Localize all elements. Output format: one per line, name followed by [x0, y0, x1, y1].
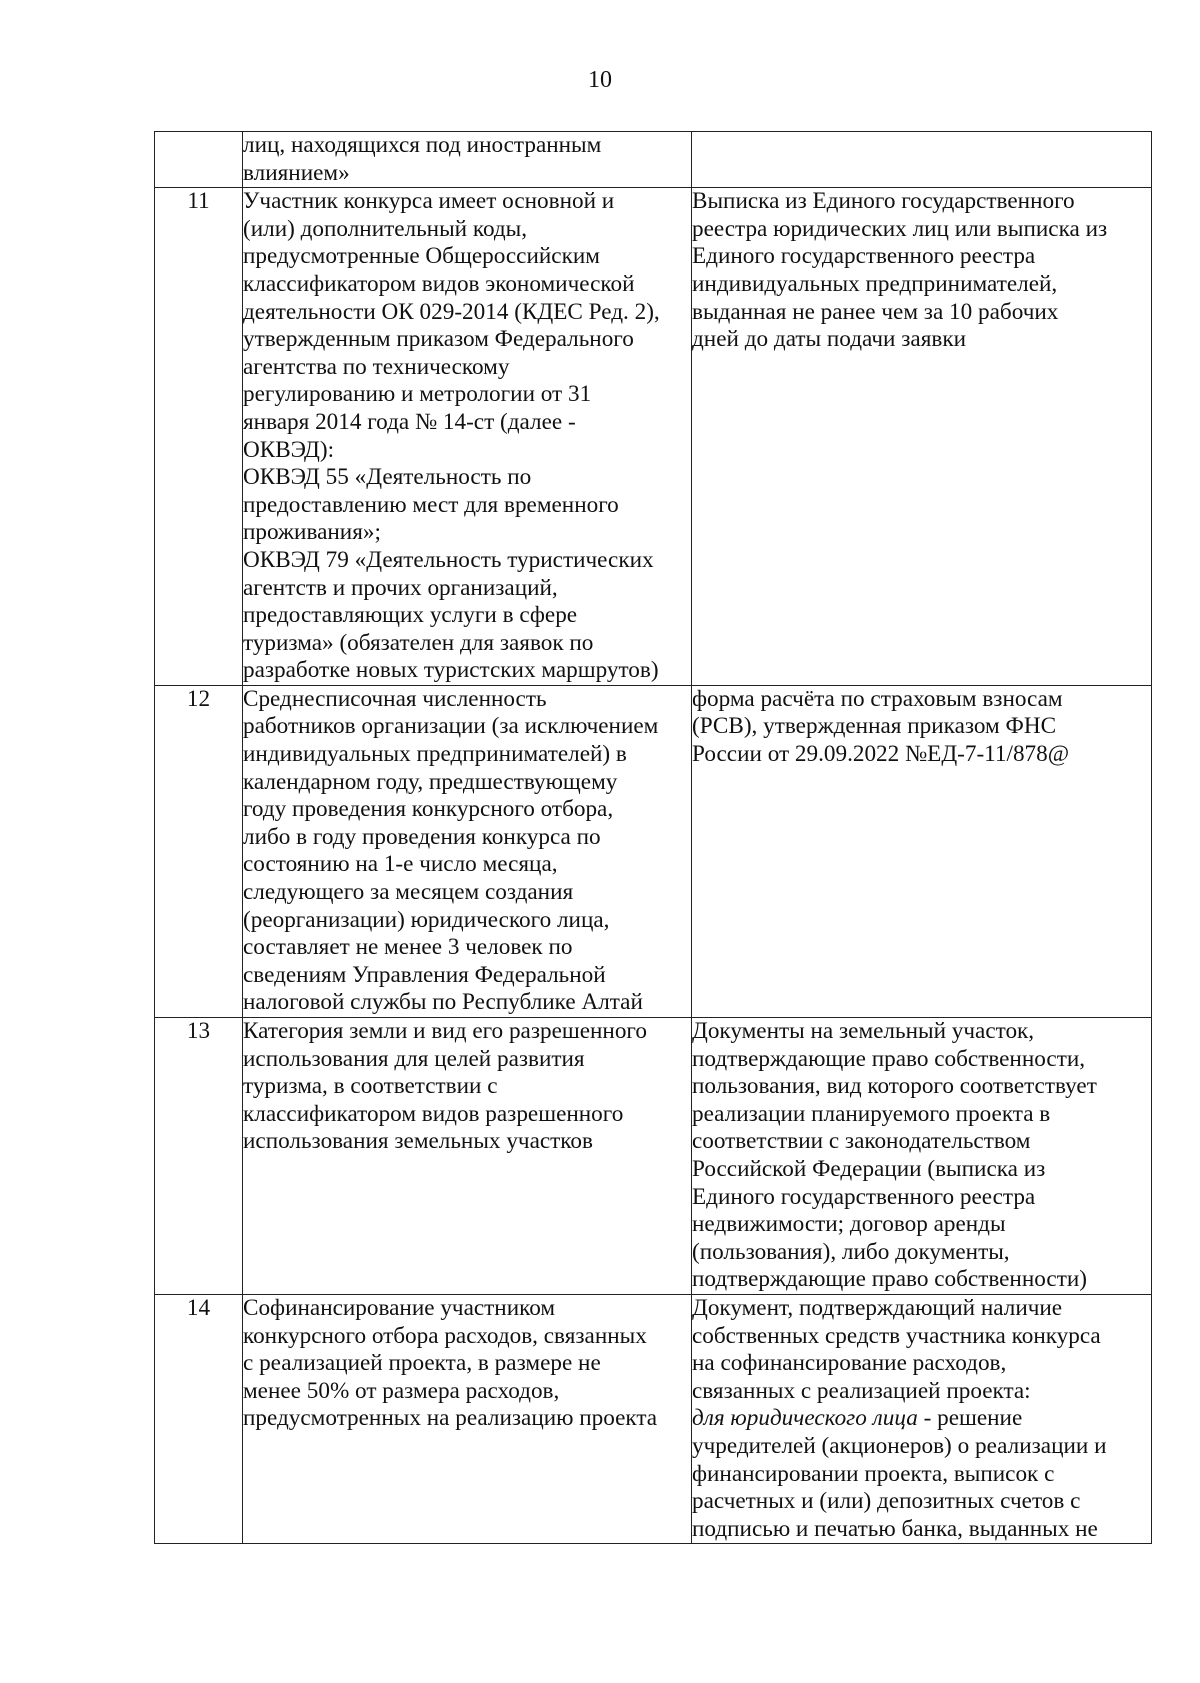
text-line: Среднесписочная численность [243, 685, 547, 712]
text-line: Российской Федерации (выписка из [692, 1155, 1046, 1182]
text-line: году проведения конкурсного отбора, [243, 796, 614, 823]
text-line: января 2014 года № 14-ст (далее - [243, 408, 576, 435]
text-line: влиянием» [243, 159, 350, 186]
table-row [155, 132, 1152, 188]
text-line: агентств и прочих организаций, [243, 574, 558, 601]
text-line: налоговой службы по Республике Алтай [243, 989, 643, 1016]
text-line: (пользования), либо документы, [692, 1238, 1010, 1265]
text-line: финансировании проекта, выписок с [692, 1460, 1055, 1487]
text-line: (реорганизации) юридического лица, [243, 906, 610, 933]
text-line: (РСВ), утвержденная приказом ФНС [692, 713, 1057, 740]
text-line: Документы на земельный участок, [692, 1018, 1035, 1044]
text-line: Единого государственного реестра [692, 243, 1036, 270]
text-line: подтверждающие право собственности, [692, 1045, 1086, 1072]
text-line: выданная не ранее чем за 10 рабочих [692, 298, 1059, 325]
text-line: предоставляющих услуги в сфере [243, 602, 578, 629]
text-line: соответствии с законодательством [692, 1128, 1031, 1155]
text-line: регулированию и метрологии от 31 [243, 381, 592, 408]
document-cell [692, 188, 1152, 686]
text-line: менее 50% от размера расходов, [243, 1377, 560, 1404]
text-line: расчетных и (или) депозитных счетов с [692, 1488, 1081, 1515]
text-line: лиц, находящихся под иностранным [243, 132, 602, 158]
text-line: состоянию на 1-е число месяца, [243, 851, 558, 878]
row-number: 13 [155, 1018, 243, 1295]
text-line: классификатором видов экономической [243, 270, 635, 297]
text-line: туризма» (обязателен для заявок по [243, 629, 594, 656]
table-row [155, 1294, 1152, 1543]
text-line: предоставлению мест для временного [243, 491, 619, 518]
text-line: использования для целей развития [243, 1045, 585, 1072]
text-line: классификатором видов разрешенного [243, 1100, 624, 1127]
text-line: индивидуальных предпринимателей) в [243, 741, 627, 768]
text-line: ОКВЭД): [243, 436, 335, 463]
document-lines [692, 1295, 1151, 1405]
text-line: Участник конкурса имеет основной и [243, 188, 615, 215]
text-line: утвержденным приказом Федерального [243, 326, 634, 353]
text-line: проживания»; [243, 519, 381, 546]
table-row [155, 685, 1152, 1017]
requirement-cell [243, 132, 692, 188]
text-line: связанных с реализацией проекта: [692, 1377, 1031, 1404]
document-line-tail: - решение [917, 1405, 1023, 1432]
text-line: сведениям Управления Федеральной [243, 961, 606, 988]
text-line: предусмотренные Общероссийским [243, 243, 600, 270]
document-line [692, 1405, 1151, 1433]
text-line: с реализацией проекта, в размере не [243, 1350, 601, 1377]
text-line: реестра юридических лиц или выписка из [692, 215, 1108, 242]
text-line: недвижимости; договор аренды [692, 1211, 1006, 1238]
text-line: Категория земли и вид его разрешенного [243, 1018, 647, 1044]
text-line: Единого государственного реестра [692, 1183, 1036, 1210]
document-cell [692, 132, 1152, 188]
requirements-table [154, 131, 1152, 1544]
document-lines-rest [692, 1433, 1151, 1543]
text-line: реализации планируемого проекта в [692, 1100, 1051, 1127]
requirement-cell [243, 1018, 692, 1295]
text-line: туризма, в соответствии с [243, 1073, 498, 1100]
text-line: (или) дополнительный коды, [243, 215, 528, 242]
row-number: 11 [155, 188, 243, 686]
text-line: дней до даты подачи заявки [692, 326, 966, 353]
italic-term: для юридического лица [692, 1405, 918, 1432]
text-line: подписью и печатью банка, выданных не [692, 1515, 1098, 1542]
page-number: 10 [588, 67, 612, 93]
text-line: Выписка из Единого государственного [692, 188, 1075, 215]
text-line: следующего за месяцем создания [243, 879, 574, 906]
text-line: ОКВЭД 79 «Деятельность туристических [243, 546, 654, 573]
text-line: использования земельных участков [243, 1128, 593, 1155]
text-line: учредителей (акционеров) о реализации и [692, 1432, 1107, 1459]
row-number [155, 132, 243, 188]
document-cell [692, 685, 1152, 1017]
text-line: индивидуальных предпринимателей, [692, 270, 1058, 297]
text-line: составляет не менее 3 человек по [243, 934, 573, 961]
requirement-cell [243, 188, 692, 686]
text-line: на софинансирование расходов, [692, 1350, 1007, 1377]
requirement-cell [243, 685, 692, 1017]
requirement-cell [243, 1294, 692, 1543]
text-line: ОКВЭД 55 «Деятельность по [243, 464, 532, 491]
text-line: конкурсного отбора расходов, связанных [243, 1322, 647, 1349]
text-line: разработке новых туристских маршрутов) [243, 657, 659, 684]
text-line: либо в году проведения конкурса по [243, 823, 601, 850]
text-line: предусмотренных на реализацию проекта [243, 1405, 658, 1432]
text-line: пользования, вид которого соответствует [692, 1073, 1097, 1100]
text-line: форма расчёта по страховым взносам [692, 685, 1063, 712]
table-row [155, 1018, 1152, 1295]
document-cell [692, 1294, 1152, 1543]
text-line: Софинансирование участником [243, 1294, 556, 1321]
text-line: Документ, подтверждающий наличие [692, 1294, 1063, 1321]
text-line: работников организации (за исключением [243, 713, 659, 740]
row-number: 12 [155, 685, 243, 1017]
text-line: деятельности ОК 029-2014 (КДЕС Ред. 2), [243, 298, 660, 325]
text-line: подтверждающие право собственности) [692, 1266, 1087, 1293]
row-number: 14 [155, 1294, 243, 1543]
table-row [155, 188, 1152, 686]
document-cell [692, 1018, 1152, 1295]
text-line: агентства по техническому [243, 353, 510, 380]
text-line: России от 29.09.2022 №ЕД-7-11/878@ [692, 741, 1070, 768]
text-line: календарном году, предшествующему [243, 768, 618, 795]
text-line: собственных средств участника конкурса [692, 1322, 1101, 1349]
